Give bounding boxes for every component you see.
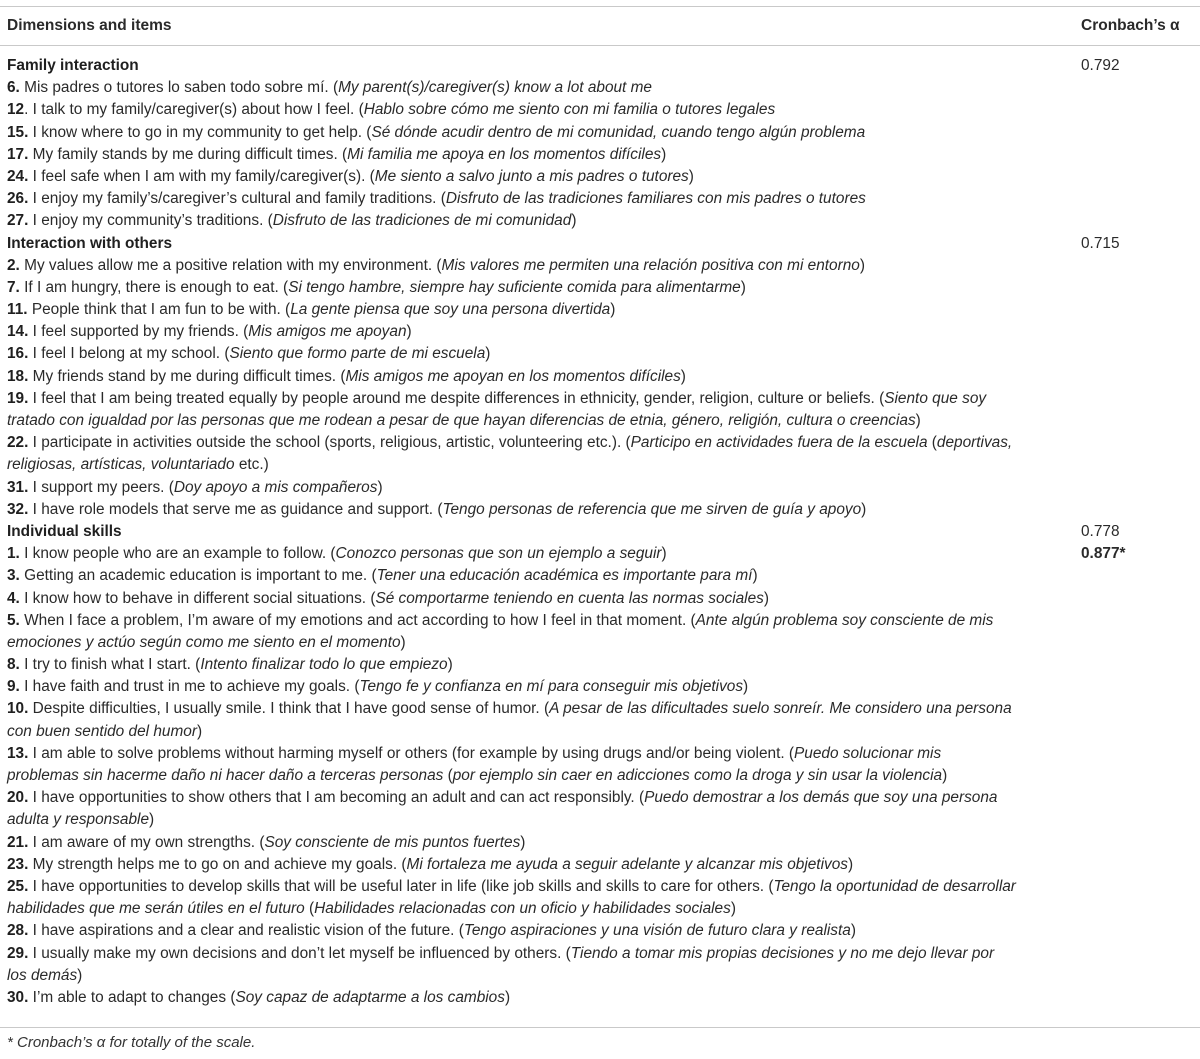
item-number: 19. bbox=[7, 389, 29, 407]
item-number: 9. bbox=[7, 678, 20, 696]
item-number: 4. bbox=[7, 589, 20, 607]
item-tail: ) bbox=[850, 922, 856, 940]
item-text bbox=[7, 366, 686, 388]
table-row bbox=[0, 809, 1200, 831]
table-row bbox=[0, 432, 1200, 454]
table-row bbox=[0, 987, 1200, 1009]
item-number: 27. bbox=[7, 212, 29, 230]
item-text bbox=[7, 210, 576, 232]
item-text bbox=[7, 854, 853, 876]
item-tail: ) bbox=[520, 833, 526, 851]
item-english: I have opportunities to show others that I am becoming an adult and can act responsibly. ( bbox=[28, 789, 645, 807]
table-row bbox=[0, 454, 1200, 476]
item-tail: ) bbox=[847, 855, 854, 873]
table-row bbox=[0, 144, 1200, 166]
table-row bbox=[0, 787, 1200, 809]
alpha-value bbox=[1081, 543, 1126, 565]
item-tail: ) bbox=[196, 722, 203, 740]
alpha-value bbox=[1081, 55, 1120, 77]
table-row bbox=[0, 99, 1200, 121]
item-english: I enjoy my community’s traditions. ( bbox=[28, 212, 273, 230]
item-english: When I face a problem, I’m aware of my emotions and act according to how I feel in that moment. ( bbox=[19, 611, 696, 629]
item-spanish: Si tengo hambre, siempre hay suficiente comida para alimentarme bbox=[288, 278, 741, 296]
item-number: 20. bbox=[7, 789, 29, 807]
item-text bbox=[7, 965, 82, 987]
item-text bbox=[7, 943, 994, 965]
item-text bbox=[7, 588, 769, 610]
item-english: I support my peers. ( bbox=[28, 478, 174, 496]
item-english: I feel I belong at my school. ( bbox=[28, 345, 230, 363]
item-tail: ) bbox=[447, 656, 453, 674]
table-row bbox=[0, 477, 1200, 499]
table-body bbox=[0, 55, 1200, 1009]
item-english: I have opportunities to develop skills that will be useful later in life (like job skills and skills to care for others. ( bbox=[28, 877, 774, 895]
table-row bbox=[0, 166, 1200, 188]
item-spanish: Mis amigos me apoyan en los momentos difíciles bbox=[345, 367, 681, 385]
item-english: I’m able to adapt to changes ( bbox=[28, 988, 236, 1006]
item-spanish: Soy consciente de mis puntos fuertes bbox=[264, 833, 521, 851]
item-tail: ) bbox=[149, 811, 155, 829]
item-spanish: Tiendo a tomar mis propias decisiones y no me dejo llevar por bbox=[570, 944, 995, 962]
item-english: . I talk to my family/caregiver(s) about how I feel. ( bbox=[24, 101, 364, 119]
table-row bbox=[0, 499, 1200, 521]
table-row bbox=[0, 898, 1200, 920]
dimension-label: Family interaction bbox=[7, 57, 139, 74]
item-text bbox=[7, 743, 941, 765]
table-row bbox=[0, 721, 1200, 743]
item-text bbox=[7, 898, 736, 920]
table-row bbox=[0, 610, 1200, 632]
item-spanish: adulta y responsable bbox=[7, 811, 150, 829]
item-spanish: My parent(s)/caregiver(s) know a lot about me bbox=[338, 79, 652, 97]
item-spanish: Sé comportarme teniendo en cuenta las normas sociales bbox=[375, 589, 764, 607]
item-spanish: Siento que formo parte de mi escuela bbox=[229, 345, 486, 363]
item-text bbox=[7, 676, 748, 698]
item-english: I am able to solve problems without harming myself or others (for example by using drugs and/or being violent. ( bbox=[28, 744, 795, 762]
item-english: I feel that I am being treated equally by people around me despite differences in ethnicity, gender, religion, culture or beliefs. ( bbox=[28, 389, 885, 407]
table-row bbox=[0, 698, 1200, 720]
item-text bbox=[7, 410, 921, 432]
item-english: I feel safe when I am with my family/caregiver(s). ( bbox=[28, 167, 375, 185]
item-spanish: problemas sin hacerme daño ni hacer daño a terceras personas bbox=[7, 767, 444, 784]
bottom-rule bbox=[0, 1027, 1200, 1028]
dimension-label: Interaction with others bbox=[7, 234, 173, 252]
item-number: 15. bbox=[7, 123, 29, 141]
item-spanish: Conozco personas que son un ejemplo a seguir bbox=[335, 545, 662, 563]
item-number: 16. bbox=[7, 345, 29, 363]
item-english: Mis padres o tutores lo saben todo sobre mí. ( bbox=[19, 79, 339, 97]
item-number: 1. bbox=[7, 545, 20, 563]
item-english: I participate in activities outside the school (sports, religious, artistic, volunteering etc.). ( bbox=[28, 434, 631, 452]
item-spanish: Tengo la oportunidad de desarrollar bbox=[773, 877, 1016, 895]
item-spanish: Mi fortaleza me ayuda a seguir adelante y alcanzar mis objetivos bbox=[406, 855, 848, 873]
item-text bbox=[7, 166, 694, 188]
item-number: 11. bbox=[7, 301, 28, 319]
item-spanish: Siento que soy bbox=[884, 389, 987, 407]
item-english: Getting an academic education is important to me. ( bbox=[19, 567, 377, 585]
table-row bbox=[0, 210, 1200, 232]
item-number: 31. bbox=[7, 478, 29, 496]
item-spanish: Tengo fe y confianza en mí para conseguir mis objetivos bbox=[359, 678, 744, 696]
item-number: 28. bbox=[7, 922, 29, 940]
item-text bbox=[7, 632, 406, 654]
item-text bbox=[7, 188, 866, 210]
item-number: 18. bbox=[7, 367, 29, 385]
item-number: 13. bbox=[7, 744, 29, 762]
item-english: I know people who are an example to follow. ( bbox=[19, 545, 336, 563]
table-row bbox=[0, 965, 1200, 987]
item-text bbox=[7, 809, 154, 831]
item-spanish: tratado con igualdad por las personas que me rodean a pesar de que hayan diferencias de etnia, género, religión, cultura o creencias bbox=[7, 412, 916, 429]
item-tail: ) bbox=[377, 478, 383, 496]
item-number: 26. bbox=[7, 190, 29, 208]
item-english: If I am hungry, there is enough to eat. ( bbox=[19, 278, 289, 296]
item-number: 29. bbox=[7, 944, 29, 962]
item-text bbox=[7, 610, 993, 632]
item-number: 21. bbox=[7, 833, 29, 851]
item-spanish: Sé dónde acudir dentro de mi comunidad, cuando tengo algún problema bbox=[371, 123, 866, 141]
item-english: I know how to behave in different social situations. ( bbox=[19, 589, 376, 607]
item-tail: ) bbox=[610, 301, 616, 319]
item-text bbox=[7, 432, 1012, 454]
item-spanish: Tener una educación académica es importante para mí bbox=[376, 567, 753, 585]
item-tail: ) bbox=[406, 323, 412, 341]
table-row bbox=[0, 188, 1200, 210]
item-text bbox=[7, 787, 997, 809]
table-row bbox=[0, 943, 1200, 965]
dimension-row bbox=[0, 521, 1200, 543]
dimension-title bbox=[7, 521, 122, 543]
item-number: 10. bbox=[7, 700, 29, 718]
item-spanish: Tengo personas de referencia que me sirven de guía y apoyo bbox=[442, 500, 862, 518]
item-text bbox=[7, 832, 525, 854]
item-tail: ( bbox=[443, 767, 453, 784]
table-row bbox=[0, 410, 1200, 432]
item-text bbox=[7, 99, 775, 121]
item-text bbox=[7, 477, 383, 499]
item-tail: ) bbox=[915, 412, 921, 429]
item-english: I have role models that serve me as guidance and support. ( bbox=[28, 500, 443, 518]
item-text bbox=[7, 565, 758, 587]
item-spanish: emociones y actúo según como me siento en el momento bbox=[7, 633, 401, 651]
item-spanish: Mis amigos me apoyan bbox=[248, 323, 407, 341]
item-text bbox=[7, 499, 866, 521]
item-text bbox=[7, 321, 412, 343]
item-spanish: Disfruto de las tradiciones familiares con mis padres o tutores bbox=[445, 190, 866, 208]
item-spanish: Mi familia me apoya en los momentos difíciles bbox=[347, 145, 662, 163]
item-spanish: Ante algún problema soy consciente de mis bbox=[695, 611, 994, 629]
alpha-dimension: 0.792 bbox=[1081, 57, 1120, 74]
item-number: 30. bbox=[7, 988, 29, 1006]
item-english: I usually make my own decisions and don’t let myself be influenced by others. ( bbox=[28, 944, 571, 962]
item-spanish: Me siento a salvo junto a mis padres o tutores bbox=[374, 167, 689, 185]
item-tail: ) bbox=[504, 988, 511, 1006]
item-number: 17. bbox=[7, 145, 29, 163]
item-tail: ) bbox=[661, 145, 667, 163]
item-tail: ) bbox=[680, 367, 686, 385]
item-tail: ) bbox=[400, 633, 406, 651]
item-number: 8. bbox=[7, 656, 20, 674]
item-spanish-2: deportivas, bbox=[936, 434, 1013, 452]
item-english: I try to finish what I start. ( bbox=[19, 656, 201, 674]
table-row bbox=[0, 122, 1200, 144]
item-spanish: La gente piensa que soy una persona divertida bbox=[290, 301, 611, 319]
item-tail: ) bbox=[77, 966, 83, 984]
table-row bbox=[0, 832, 1200, 854]
item-spanish: los demás bbox=[7, 966, 78, 984]
dimension-row bbox=[0, 233, 1200, 255]
table-row bbox=[0, 321, 1200, 343]
table-row bbox=[0, 366, 1200, 388]
alpha-dimension: 0.715 bbox=[1081, 234, 1120, 252]
item-english: My strength helps me to go on and achieve my goals. ( bbox=[28, 855, 407, 873]
item-spanish-2: por ejemplo sin caer en adicciones como la droga y sin usar la violencia bbox=[452, 767, 943, 784]
item-number: 12 bbox=[7, 101, 25, 119]
item-number: 5. bbox=[7, 611, 20, 629]
item-english: Despite difficulties, I usually smile. I think that I have good sense of humor. ( bbox=[28, 700, 550, 718]
item-tail: ( bbox=[927, 434, 937, 452]
item-text bbox=[7, 122, 865, 144]
table-row bbox=[0, 255, 1200, 277]
table-row bbox=[0, 343, 1200, 365]
item-tail: etc.) bbox=[234, 456, 269, 474]
item-text bbox=[7, 277, 746, 299]
dimension-title bbox=[7, 233, 172, 255]
item-tail: ) bbox=[743, 678, 749, 696]
alpha-value bbox=[1081, 233, 1120, 255]
item-english: I know where to go in my community to get help. ( bbox=[28, 123, 372, 141]
item-number: 32. bbox=[7, 500, 29, 518]
item-text bbox=[7, 388, 986, 410]
dimension-row bbox=[0, 55, 1200, 77]
table-row bbox=[0, 876, 1200, 898]
item-text bbox=[7, 654, 453, 676]
item-spanish: Doy apoyo a mis compañeros bbox=[173, 478, 378, 496]
table-row bbox=[0, 654, 1200, 676]
item-tail: ) bbox=[740, 278, 746, 296]
item-number: 2. bbox=[7, 256, 20, 274]
table-row bbox=[0, 632, 1200, 654]
item-spanish: Mis valores me permiten una relación positiva con mi entorno bbox=[441, 256, 860, 274]
item-spanish: Participo en actividades fuera de la escuela bbox=[630, 434, 928, 452]
item-english: My friends stand by me during difficult times. ( bbox=[28, 367, 346, 385]
item-number: 6. bbox=[7, 79, 20, 97]
item-english: I enjoy my family’s/caregiver’s cultural and family traditions. ( bbox=[28, 190, 446, 208]
item-number: 7. bbox=[7, 278, 20, 296]
item-number: 24. bbox=[7, 167, 29, 185]
item-spanish: Intento finalizar todo lo que empiezo bbox=[200, 656, 448, 674]
item-number: 23. bbox=[7, 855, 29, 873]
item-spanish: Soy capaz de adaptarme a los cambios bbox=[235, 988, 505, 1006]
item-english: My family stands by me during difficult times. ( bbox=[28, 145, 348, 163]
item-spanish: Hablo sobre cómo me siento con mi familia o tutores legales bbox=[363, 101, 776, 119]
item-text bbox=[7, 255, 865, 277]
table-row bbox=[0, 565, 1200, 587]
item-text bbox=[7, 698, 1012, 720]
item-tail: ) bbox=[571, 212, 577, 230]
item-tail-2: ) bbox=[730, 900, 736, 918]
item-tail-2: ) bbox=[942, 767, 948, 784]
dimension-title bbox=[7, 55, 139, 77]
alpha-value bbox=[1081, 521, 1120, 543]
alpha-dimension: 0.778 bbox=[1081, 522, 1120, 540]
header-cronbach-alpha: Cronbach’s α bbox=[1081, 17, 1180, 34]
item-text bbox=[7, 920, 856, 942]
item-tail: ) bbox=[688, 167, 694, 185]
item-text bbox=[7, 77, 652, 99]
item-english: I have faith and trust in me to achieve my goals. ( bbox=[19, 678, 360, 696]
item-text bbox=[7, 987, 510, 1009]
item-text bbox=[7, 721, 202, 743]
item-tail: ( bbox=[304, 900, 315, 918]
item-tail: ) bbox=[861, 500, 867, 518]
item-english: My values allow me a positive relation with my environment. ( bbox=[19, 256, 442, 274]
table-row bbox=[0, 77, 1200, 99]
item-number: 22. bbox=[7, 434, 29, 452]
table-row bbox=[0, 277, 1200, 299]
item-spanish: Tengo aspiraciones y una visión de futuro clara y realista bbox=[463, 922, 851, 940]
table-row bbox=[0, 743, 1200, 765]
item-number: 25. bbox=[7, 877, 29, 895]
table-header bbox=[0, 6, 1200, 45]
table-row bbox=[0, 854, 1200, 876]
table-row bbox=[0, 388, 1200, 410]
item-number: 14. bbox=[7, 323, 29, 341]
table-row bbox=[0, 676, 1200, 698]
item-tail: ) bbox=[859, 256, 865, 274]
header-rule bbox=[0, 45, 1200, 46]
item-tail: ) bbox=[752, 567, 758, 585]
item-english: I feel supported by my friends. ( bbox=[28, 323, 249, 341]
item-text bbox=[7, 876, 1016, 898]
table-row bbox=[0, 543, 1200, 565]
item-text bbox=[7, 765, 947, 787]
table-footnote: * Cronbach’s α for totally of the scale. bbox=[7, 1034, 256, 1051]
table-row bbox=[0, 765, 1200, 787]
item-text bbox=[7, 343, 490, 365]
header-dimensions: Dimensions and items bbox=[7, 17, 172, 34]
table-row bbox=[0, 299, 1200, 321]
item-text bbox=[7, 454, 269, 476]
dimension-label: Individual skills bbox=[7, 522, 122, 540]
item-text bbox=[7, 543, 667, 565]
table-row bbox=[0, 920, 1200, 942]
item-spanish: Disfruto de las tradiciones de mi comunidad bbox=[272, 212, 572, 230]
item-tail: ) bbox=[485, 345, 491, 363]
item-english: People think that I am fun to be with. ( bbox=[27, 301, 291, 319]
item-text bbox=[7, 144, 666, 166]
item-spanish-2: Habilidades relacionadas con un oficio y habilidades sociales bbox=[314, 900, 731, 918]
item-text bbox=[7, 299, 615, 321]
item-spanish: religiosas, artísticas, voluntariado bbox=[7, 456, 235, 474]
item-number: 3. bbox=[7, 567, 20, 585]
item-english: I am aware of my own strengths. ( bbox=[28, 833, 265, 851]
item-spanish: Puedo demostrar a los demás que soy una persona bbox=[644, 789, 998, 807]
table-row bbox=[0, 588, 1200, 610]
item-spanish: Puedo solucionar mis bbox=[794, 744, 942, 762]
item-tail: ) bbox=[661, 545, 667, 563]
item-spanish: habilidades que me serán útiles en el futuro bbox=[7, 900, 305, 918]
item-spanish: A pesar de las dificultades suelo sonreír. Me considero una persona bbox=[549, 700, 1012, 718]
item-tail: ) bbox=[763, 589, 769, 607]
item-english: I have aspirations and a clear and realistic vision of the future. ( bbox=[28, 922, 464, 940]
alpha-total: 0.877* bbox=[1081, 545, 1126, 563]
item-spanish: con buen sentido del humor bbox=[7, 722, 197, 740]
